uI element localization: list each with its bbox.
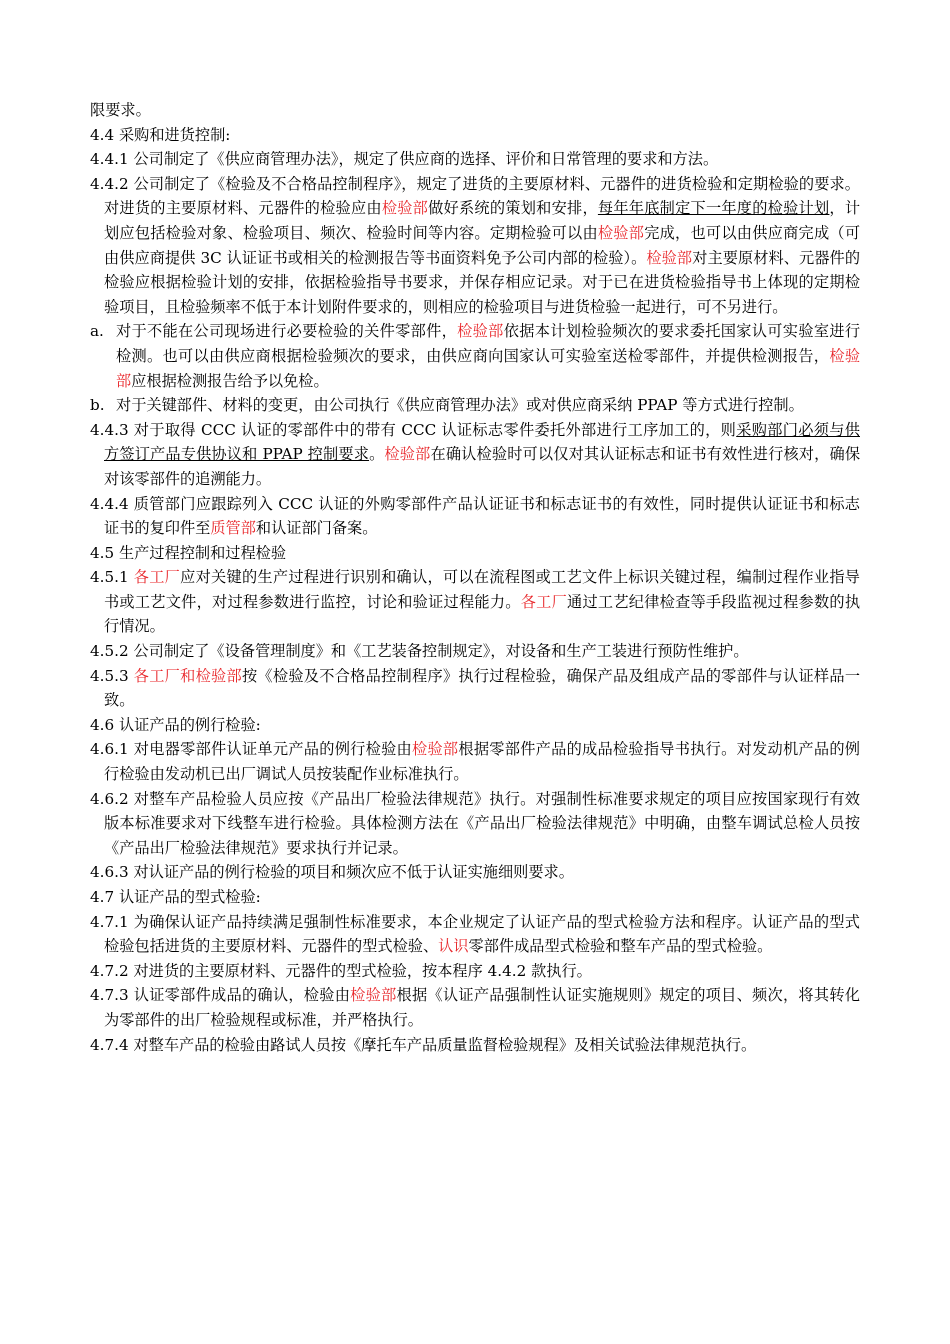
paragraph-4-6-3 [90, 860, 860, 885]
list-label: b. [90, 396, 105, 415]
list-item-a [90, 319, 860, 393]
paragraph-4-6-1 [90, 737, 860, 786]
highlight-text: 检验部 [381, 199, 429, 218]
text: 根据《认证产品强制性认证实施规则》规定的项目、频次，将其转化为零部件的出厂检验规程或标准，并严格执行。 [104, 986, 860, 1029]
heading-text: 4.4 采购和进货控制: [90, 125, 231, 144]
text: 做好系统的策划和安排， [428, 199, 598, 218]
text: 4.4.3 对于取得 CCC 认证的零部件中的带有 CCC 认证标志零件委托外部进行工序加工的，则 [90, 420, 737, 439]
text: 对于不能在公司现场进行必要检验的关件零部件， [116, 322, 458, 341]
text: 4.4.4 质管部门应跟踪列入 CCC 认证的外购零部件产品认证证书和标志证书的有效性，同时提供认证证书和标志证书的复印件至 [90, 494, 860, 538]
list-label: a. [90, 322, 104, 341]
heading-text: 4.5 生产过程控制和过程检验 [90, 543, 287, 562]
paragraph-4-7-1 [90, 910, 860, 959]
text: 零部件成品型式检验和整车产品的型式检验。 [468, 937, 773, 956]
heading-text: 4.6 认证产品的例行检验: [90, 715, 261, 734]
document-page [90, 98, 860, 1057]
text: 4.7.4 对整车产品的检验由路试人员按《摩托车产品质量监督检验规程》及相关试验法律规范执行。 [90, 1035, 757, 1054]
highlight-text: 检验部 [411, 740, 459, 759]
heading-4-7 [90, 885, 860, 910]
underlined-text: 每年年底制定下一年度的检验计划 [597, 199, 830, 218]
text: 4.5.1 [90, 568, 134, 587]
list-text [116, 319, 860, 393]
paragraph-4-4-4 [90, 492, 860, 541]
paragraph-4-4-2 [90, 172, 860, 320]
text: 通过工艺纪律检查等手段监视过程参数的执行情况。 [104, 592, 861, 636]
text: 4.5.3 [90, 666, 134, 685]
highlight-text: 认识 [438, 937, 469, 956]
underlined-text: 采购部门必须与供方签订产品专供协议和 PPAP 控制要求 [104, 420, 860, 464]
text: 按《检验及不合格品控制程序》执行过程检验，确保产品及组成产品的零部件与认证样品一致。 [104, 666, 861, 710]
text: 4.5.2 公司制定了《设备管理制度》和《工艺装备控制规定》，对设备和生产工装进行预防性维护。 [90, 642, 749, 661]
text: 4.6.1 对电器零部件认证单元产品的例行检验由 [90, 740, 412, 759]
highlight-text: 各工厂和检验部 [133, 666, 242, 685]
heading-4-5 [90, 541, 860, 566]
text: 4.6.3 对认证产品的例行检验的项目和频次应不低于认证实施细则要求。 [90, 863, 574, 882]
heading-4-4 [90, 123, 860, 148]
text: 完成，也可以由供应商完成（可由供应商提供 3C 认证证书或相关的检测报告等书面资料免予公司内部的检验）。 [104, 223, 861, 267]
text: 应根据检测报告给予以免检。 [131, 371, 329, 390]
text: ，计划应包括检验对象、检验项目、频次、检验时间等内容。定期检验可以由 [104, 199, 861, 242]
paragraph-4-5-1 [90, 565, 860, 639]
text: 4.4.2 公司制定了《检验及不合格品控制程序》，规定了进货的主要原材料、元器件的进货检验和定期检验的要求。对进货的主要原材料、元器件的检验应由 [90, 174, 860, 218]
text: 根据零部件产品的成品检验指导书执行。对发动机产品的例行检验由发动机已出厂调试人员按装配作业标准执行。 [104, 740, 860, 784]
text: 4.6.2 对整车产品检验人员应按《产品出厂检验法律规范》执行。对强制性标准要求规定的项目应按国家现行有效版本标准要求对下线整车进行检验。具体检测方法在《产品出厂检验法律规范》中明确，由整车调试总检人员按《产品出厂检验法律规范》要求执行并记录。 [90, 789, 860, 857]
text: 限要求。 [90, 101, 151, 119]
paragraph-4-5-2 [90, 639, 860, 664]
paragraph-4-7-2 [90, 959, 860, 984]
paragraph-4-6-2 [90, 787, 860, 861]
highlight-text: 检验部 [350, 986, 397, 1005]
text: 对主要原材料、元器件的检验应根据检验计划的安排，依据检验指导书要求，并保存相应记录。对于已在进货检验指导书上体现的定期检验项目，且检验频率不低于本计划附件要求的，则相应的检验项目与进货检验一起进行，可不另进行。 [104, 248, 861, 316]
text: 和认证部门备案。 [255, 519, 378, 538]
highlight-text: 各工厂 [520, 592, 568, 611]
paragraph-4-5-3 [90, 664, 860, 713]
text: 。 [369, 445, 385, 464]
highlight-text: 检验部 [597, 223, 645, 242]
text: 4.4.1 公司制定了《供应商管理办法》，规定了供应商的选择、评价和日常管理的要求和方法。 [90, 150, 719, 169]
text: 4.7.1 为确保认证产品持续满足强制性标准要求，本企业规定了认证产品的型式检验方法和程序。认证产品的型式检验包括进货的主要原材料、元器件的型式检验、 [90, 912, 860, 956]
paragraph-4-4-3 [90, 418, 860, 492]
list-item-b [90, 393, 860, 418]
text: 应对关键的生产过程进行识别和确认，可以在流程图或工艺文件上标识关键过程，编制过程作业指导书或工艺文件，对过程参数进行监控，讨论和验证过程能力。 [104, 568, 860, 611]
highlight-text: 检验部 [646, 248, 693, 267]
highlight-text: 检验部 [457, 322, 504, 341]
highlight-text: 检验部 [384, 445, 431, 464]
list-text: 对于关键部件、材料的变更，由公司执行《供应商管理办法》或对供应商采纳 PPAP 等方式进行控制。 [116, 396, 804, 415]
heading-text: 4.7 认证产品的型式检验: [90, 888, 261, 906]
highlight-text: 各工厂 [133, 568, 181, 587]
paragraph-4-7-4 [90, 1033, 860, 1058]
paragraph-4-7-3 [90, 983, 860, 1032]
highlight-text: 检验部 [116, 346, 861, 390]
text: 4.7.2 对进货的主要原材料、元器件的型式检验，按本程序 4.4.2 款执行。 [90, 961, 592, 980]
heading-4-6 [90, 713, 860, 738]
text: 依据本计划检验频次的要求委托国家认可实验室进行检测。也可以由供应商根据检验频次的要求，由供应商向国家认可实验室送检零部件，并提供检测报告， [116, 322, 861, 365]
highlight-text: 质管部 [210, 519, 256, 538]
paragraph-4-4-1 [90, 147, 860, 172]
text: 4.7.3 认证零部件成品的确认，检验由 [90, 986, 351, 1005]
text: 在确认检验时可以仅对其认证标志和证书有效性进行核对，确保对该零部件的追溯能力。 [104, 445, 861, 488]
paragraph-continuation [90, 98, 860, 123]
